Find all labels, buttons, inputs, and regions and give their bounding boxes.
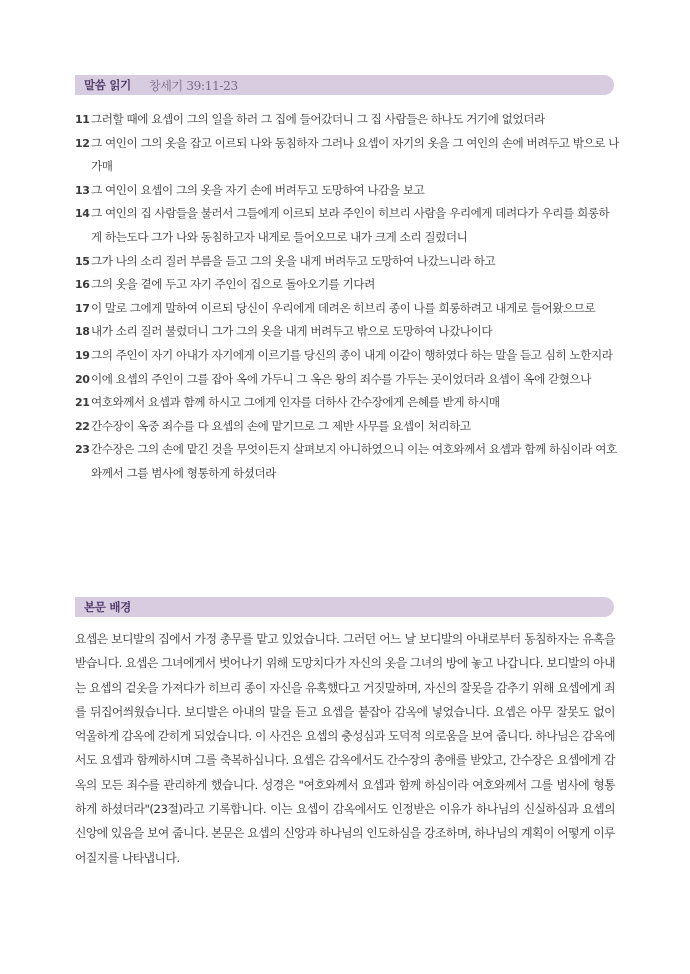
verse-text: 그 여인의 집 사람들을 불러서 그들에게 이르되 보라 주인이 히브리 사람을 우리에게 데려다가 우리를 희롱하게 하는도다 그가 나와 동침하고자 내게로 들어오므로 내가 크게 소리 질렀더니 [91,206,610,244]
verse [75,438,620,485]
verse-text: 그 여인이 그의 옷을 잡고 이르되 나와 동침하자 그러나 요셉이 자기의 옷을 그 여인의 손에 버려두고 밖으로 나가매 [91,135,619,174]
verse [75,297,620,321]
background-paragraph: 요셉은 보디발의 집에서 가정 총무를 맡고 있었습니다. 그러던 어느 날 보디발의 아내로부터 동침하자는 유혹을 받습니다. 요셉은 그녀에게서 벗어나기 위해 도망치다가 자신의 옷을 그녀의 방에 놓고 나갑니다. 보디발의 아내는 요셉의 겉옷을 가져다가 히브리 종이 자신을 유혹했다고 거짓말하며, 자신의 잘못을 감추기 위해 요셉에게 죄를 뒤집어씌웠습니다. 보디발은 아내의 말을 듣고 요셉을 붙잡아 감옥에 넣었습니다. 요셉은 아무 잘못도 없이 억울하게 감옥에 갇히게 되었습니다. 이 사건은 요셉의 충성심과 도덕적 의로움을 보여 줍니다. 하나님은 감옥에서도 요셉과 함께하시며 그를 축복하십니다. 요셉은 감옥에서도 간수장의 총애를 받았고, 간수장은 요셉에게 감옥의 모든 죄수를 관리하게 했습니다. 성경은 "여호와께서 요셉과 함께 하심이라 여호와께서 그를 범사에 형통하게 하셨더라"(23절)라고 기록합니다. 이는 요셉이 감옥에서도 인정받은 이유가 하나님의 신실하심과 요셉의 신앙에 있음을 보여 줍니다. 본문은 요셉의 신앙과 하나님의 인도하심을 강조하며, 하나님의 계획이 어떻게 이루어질지를 나타냅니다. [75,632,615,865]
verse-number: 11 [75,113,90,126]
verse-text: 이 말로 그에게 말하여 이르되 당신이 우리에게 데려온 히브리 종이 나를 희롱하려고 내게로 들어왔으므로 [91,300,596,315]
verse [75,108,620,132]
verse-number: 23 [75,443,90,457]
verse [75,344,620,368]
verse-text: 그의 주인이 자기 아내가 자기에게 이르기를 당신의 종이 내게 이같이 행하였다 하는 말을 듣고 심히 노한지라 [91,347,613,362]
verse-number: 19 [75,348,90,362]
verse-number: 14 [75,207,90,221]
verse-number: 17 [75,301,90,315]
verse-number: 18 [75,325,90,339]
verse-number: 20 [75,372,90,386]
background-section-title: 본문 배경 [84,600,131,614]
verse [75,368,620,392]
verse-text: 간수장은 그의 손에 맡긴 것을 무엇이든지 살펴보지 아니하였으니 이는 여호와께서 요셉과 함께 하심이라 여호와께서 그를 범사에 형통하게 하셨더라 [91,442,617,480]
verse-text: 여호와께서 요셉과 함께 하시고 그에게 인자를 더하사 간수장에게 은혜를 받게 하시매 [91,395,500,410]
verse-text: 간수장이 옥중 죄수를 다 요셉의 손에 맡기므로 그 제반 사무를 요셉이 처리하고 [91,418,471,433]
verse-text: 그러할 때에 요셉이 그의 일을 하러 그 집에 들어갔더니 그 집 사람들은 하나도 거기에 없었더라 [91,112,545,126]
verse [75,179,620,203]
reading-section-header [75,75,614,95]
verse-text: 그의 옷을 곁에 두고 자기 주인이 집으로 돌아오기를 기다려 [91,277,375,292]
verse [75,391,620,415]
verse [75,273,620,297]
verse-number: 12 [75,136,90,150]
verse [75,320,620,344]
verse-text: 그가 나의 소리 질러 부름을 듣고 그의 옷을 내게 버려두고 도망하여 나갔느니라 하고 [91,253,496,268]
background-section-header [75,597,614,617]
verse-number: 15 [75,254,90,268]
verse-number: 13 [75,183,90,197]
verse-text: 이에 요셉의 주인이 그를 잡아 옥에 가두니 그 옥은 왕의 죄수를 가두는 곳이었더라 요셉이 옥에 갇혔으나 [91,371,592,386]
verse [75,132,620,179]
scripture-reference: 창세기 39:11-23 [148,78,238,93]
reading-section-title: 말씀 읽기 [84,78,131,92]
verse [75,250,620,274]
verse-number: 22 [75,419,90,433]
verse-text: 그 여인이 요셉이 그의 옷을 자기 손에 버려두고 도망하여 나감을 보고 [91,182,425,197]
verse [75,202,620,249]
verse-number: 16 [75,278,90,292]
verse [75,415,620,439]
verse-number: 21 [75,396,90,410]
verse-list [75,108,620,486]
verse-text: 내가 소리 질러 불렀더니 그가 그의 옷을 내게 버려두고 밖으로 도망하여 나갔나이다 [91,324,493,339]
